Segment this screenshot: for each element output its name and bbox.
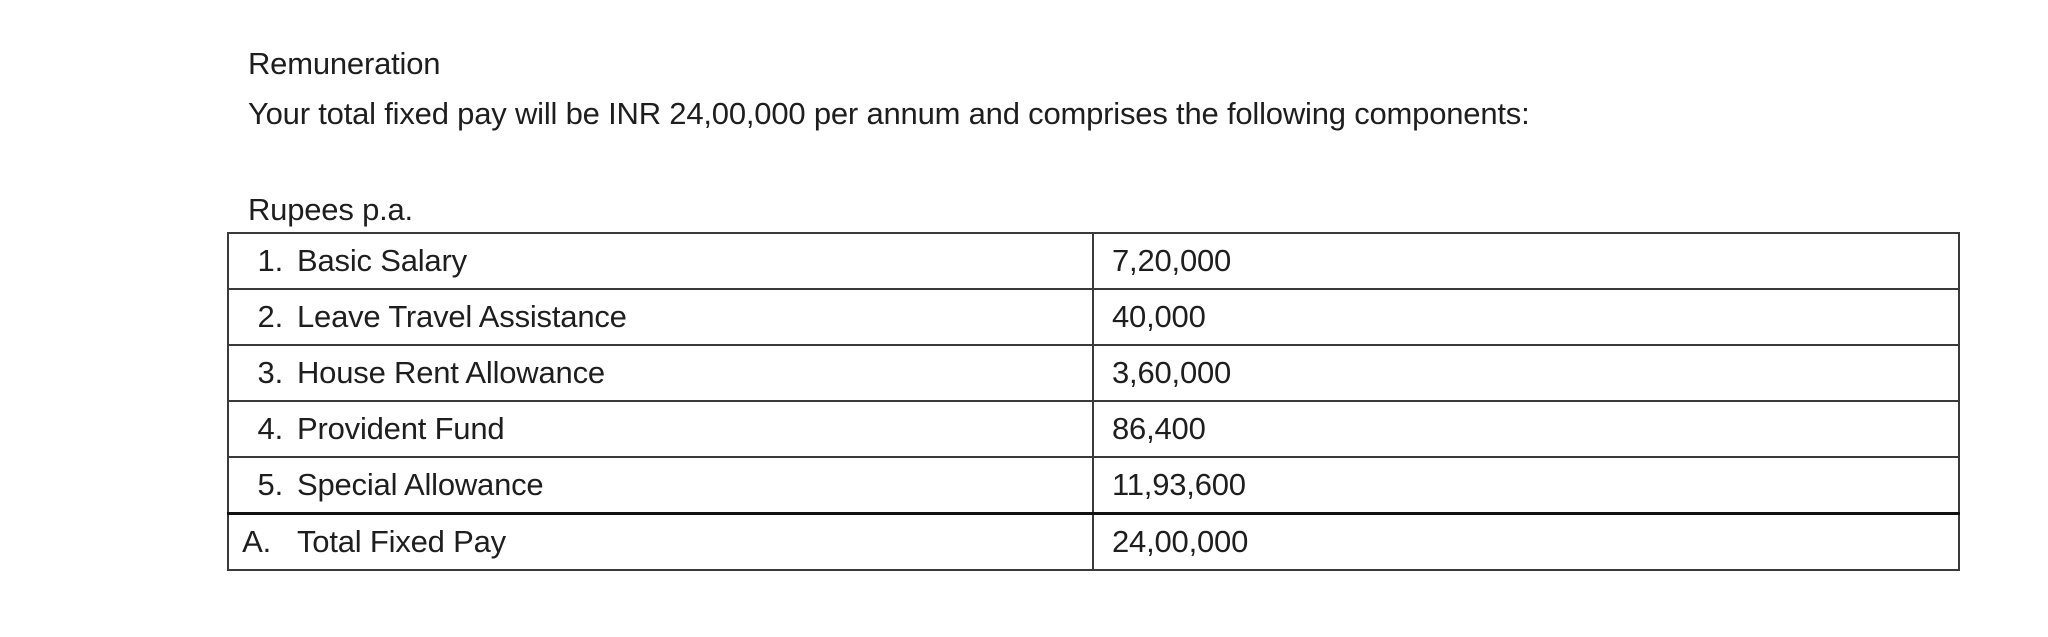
remuneration-table [227,232,1960,571]
row-number: 1. [257,243,283,278]
component-name: Leave Travel Assistance [297,299,627,334]
component-name: House Rent Allowance [297,355,605,390]
row-number: 3. [257,355,283,390]
component-cell [228,233,1093,289]
table-row [228,289,1959,345]
component-name: Basic Salary [297,243,467,278]
component-name: Special Allowance [297,467,544,502]
component-cell [228,457,1093,514]
total-amount-cell: 24,00,000 [1093,514,1959,571]
table-row [228,401,1959,457]
component-name: Provident Fund [297,411,505,446]
total-label: Total Fixed Pay [297,524,506,559]
row-number: 5. [257,467,283,502]
amount-cell: 86,400 [1093,401,1959,457]
unit-label: Rupees p.a. [248,192,413,227]
component-cell [228,289,1093,345]
intro-paragraph: Your total fixed pay will be INR 24,00,000 per annum and comprises the following components: [248,96,1530,131]
total-marker: A. [242,524,271,559]
row-number: 2. [257,299,283,334]
table-row [228,457,1959,514]
amount-cell: 7,20,000 [1093,233,1959,289]
table-row [228,233,1959,289]
table-row [228,345,1959,401]
total-row [228,514,1959,571]
section-heading: Remuneration [248,46,441,81]
amount-cell: 40,000 [1093,289,1959,345]
row-number: 4. [257,411,283,446]
amount-cell: 3,60,000 [1093,345,1959,401]
component-cell [228,345,1093,401]
component-cell [228,401,1093,457]
amount-cell: 11,93,600 [1093,457,1959,514]
total-label-cell [228,514,1093,571]
